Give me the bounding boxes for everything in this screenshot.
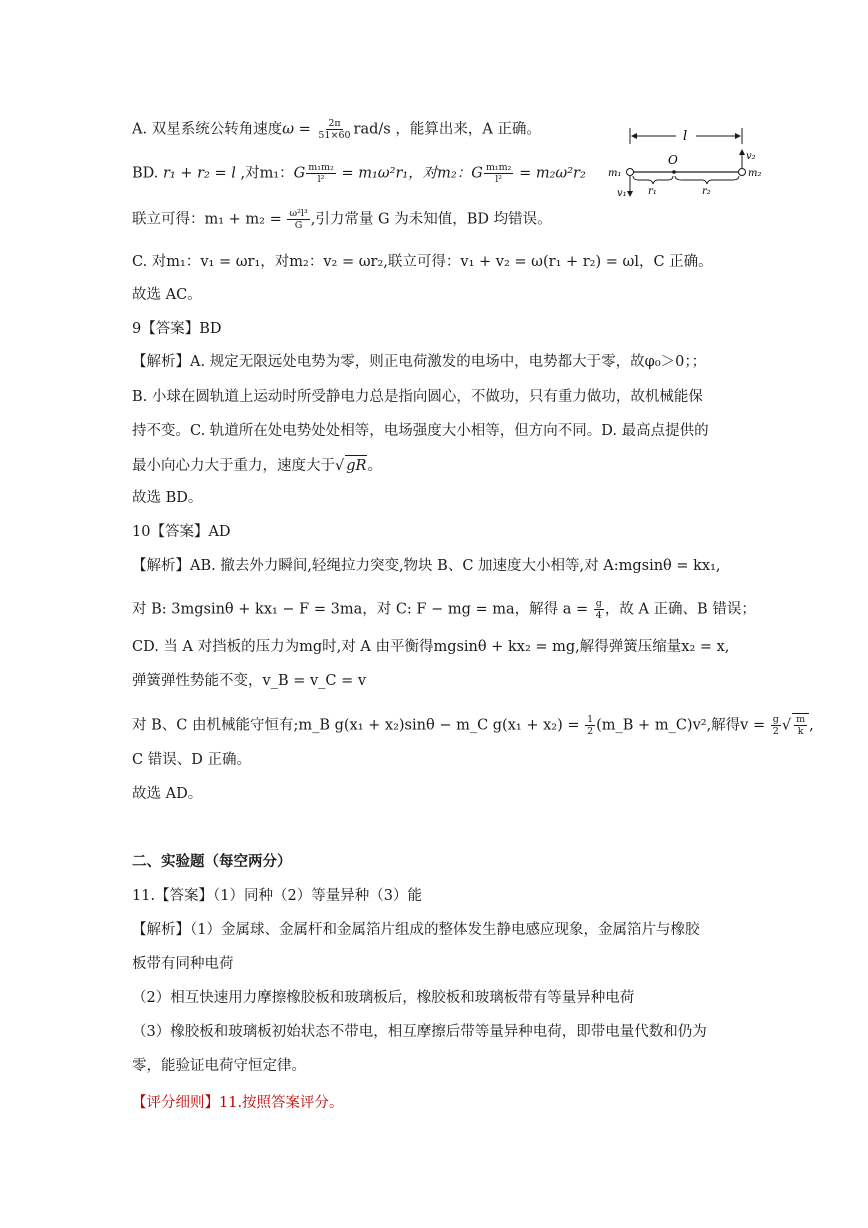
line-ac: 故选 AC。 — [132, 287, 202, 303]
line-a: A. 双星系统公转角速度ω = $\frac{2\pi}{51\times 60}$ rad/s ，能算出来，A 正确。 — [132, 118, 541, 141]
q9-analysis-b2: 持不变。C. 轨道所在处电势处处相等，电场强度大小相等，但方向不同。D. 最高点提供的 — [132, 423, 709, 439]
label-l: l — [683, 129, 688, 144]
label-m2: m₂ — [748, 168, 762, 179]
q9-analysis-b3: 最小向心力大于重力，速度大于√ gR。 — [132, 455, 382, 476]
section-2-title: 二、实验题（每空两分） — [132, 853, 292, 870]
fraction: $\frac{g}{2}$ — [772, 714, 779, 737]
star-m1 — [627, 169, 634, 176]
q10-analysis-cd: CD. 当 A 对挡板的压力为mg时,对 A 由平衡得mgsinθ + kx₂ = mg,解得弹簧压缩量x₂ = x, — [132, 639, 730, 655]
label-r2: r₂ — [702, 186, 711, 197]
line-lianli: 联立可得：m₁ + m₂ = $\frac{\text{ω²l³}}{G}$ ,引力常量 G 为未知值，BD 均错误。 — [132, 208, 552, 231]
sqrt: $\frac{m}{k}$ — [792, 713, 809, 737]
label-r1: r₁ — [648, 186, 657, 197]
label-v2: v₂ — [746, 151, 756, 162]
line-c: C. 对m₁：v₁ = ωr₁，对m₂：v₂ = ωr₂,联立可得：v₁ + v₂ = ω(r₁ + r₂) = ωl，C 正确。 — [132, 254, 713, 270]
brace-r2 — [675, 176, 739, 184]
q11-analysis-1b: 板带有同种电荷 — [132, 956, 234, 972]
q10-analysis-a: 【解析】AB. 撤去外力瞬间,轻绳拉力突变,物块 B、C 加速度大小相等,对 A:mgsinθ = kx₁, — [132, 558, 721, 574]
q10-analysis-g: C 错误、D 正确。 — [132, 752, 251, 768]
q10-analysis-f: 对 B、C 由机械能守恒有;m_B g(x₁ + x₂)sinθ − m_C g(x₁ + x₂) = $\frac{1}{2}$ (m_B + m_C)v²,解得v = $\frac{g}{2}$ √ $\frac{m}{k}$ , — [132, 714, 814, 737]
fraction: $\frac{1}{2}$ — [587, 714, 594, 737]
q11-analysis-1a: 【解析】（1）金属球、金属杆和金属箔片组成的整体发生静电感应现象，金属箔片与橡胶 — [132, 922, 700, 938]
q10-answer: 10【答案】AD — [132, 524, 231, 540]
q10-analysis-e: 弹簧弹性势能不变，v_B = v_C = v — [132, 673, 367, 689]
q10-analysis-b: 对 B: 3mgsinθ + kx₁ − F = 3ma，对 C: F − mg = ma，解得 a = $\frac{g}{4}$ ，故 A 正确、B 错误； — [132, 598, 756, 621]
fraction: $\frac{g}{4}$ — [595, 598, 602, 621]
fraction: $\frac{2\pi}{51\times 60}$ — [318, 118, 351, 141]
line-ad-select: 故选 AD。 — [132, 786, 203, 802]
star-m2 — [739, 169, 746, 176]
fraction: $\frac{\text{m₁m₂}}{\text{l²}}$ — [485, 162, 512, 185]
q11-analysis-3a: （3）橡胶板和玻璃板初始状态不带电，相互摩擦后带等量异种电荷，即带电量代数和仍为 — [132, 1024, 707, 1040]
label-m1: m₁ — [608, 168, 622, 179]
fraction: $\frac{\text{m₁m₂}}{\text{l²}}$ — [308, 162, 334, 185]
label-o: O — [668, 153, 678, 167]
q11-answer: 11.【答案】（1）同种（2）等量异种（3）能 — [132, 888, 422, 904]
fraction: $\frac{\text{ω²l³}}{G}$ — [289, 208, 308, 231]
brace-r1 — [633, 176, 673, 184]
scoring-note: 【评分细则】11.按照答案评分。 — [132, 1095, 344, 1111]
binary-star-figure — [606, 122, 774, 202]
q11-analysis-2: （2）相互快速用力摩擦橡胶板和玻璃板后，橡胶板和玻璃板带有等量异种电荷 — [132, 990, 635, 1006]
label-v1: v₁ — [617, 188, 627, 199]
line-bd-select: 故选 BD。 — [132, 490, 203, 506]
q9-analysis-a: 【解析】A. 规定无限远处电势为零，则正电荷激发的电场中，电势都大于零，故φ₀＞0；； — [132, 354, 707, 370]
center-o — [672, 170, 676, 174]
q11-analysis-3b: 零，能验证电荷守恒定律。 — [132, 1058, 306, 1074]
q9-answer: 9【答案】BD — [132, 321, 222, 337]
q9-analysis-b1: B. 小球在圆轨道上运动时所受静电力总是指向圆心，不做功，只有重力做功，故机械能保 — [132, 389, 703, 405]
line-bd: BD. r₁ + r₂ = l ,对m₁：G $\frac{\text{m₁m₂}}{\text{l²}}$ = m₁ω²r₁，对m₂：G $\frac{\text{m₁m₂}}{\text{l²}}$ = m₂ω²r₂ — [132, 162, 586, 185]
